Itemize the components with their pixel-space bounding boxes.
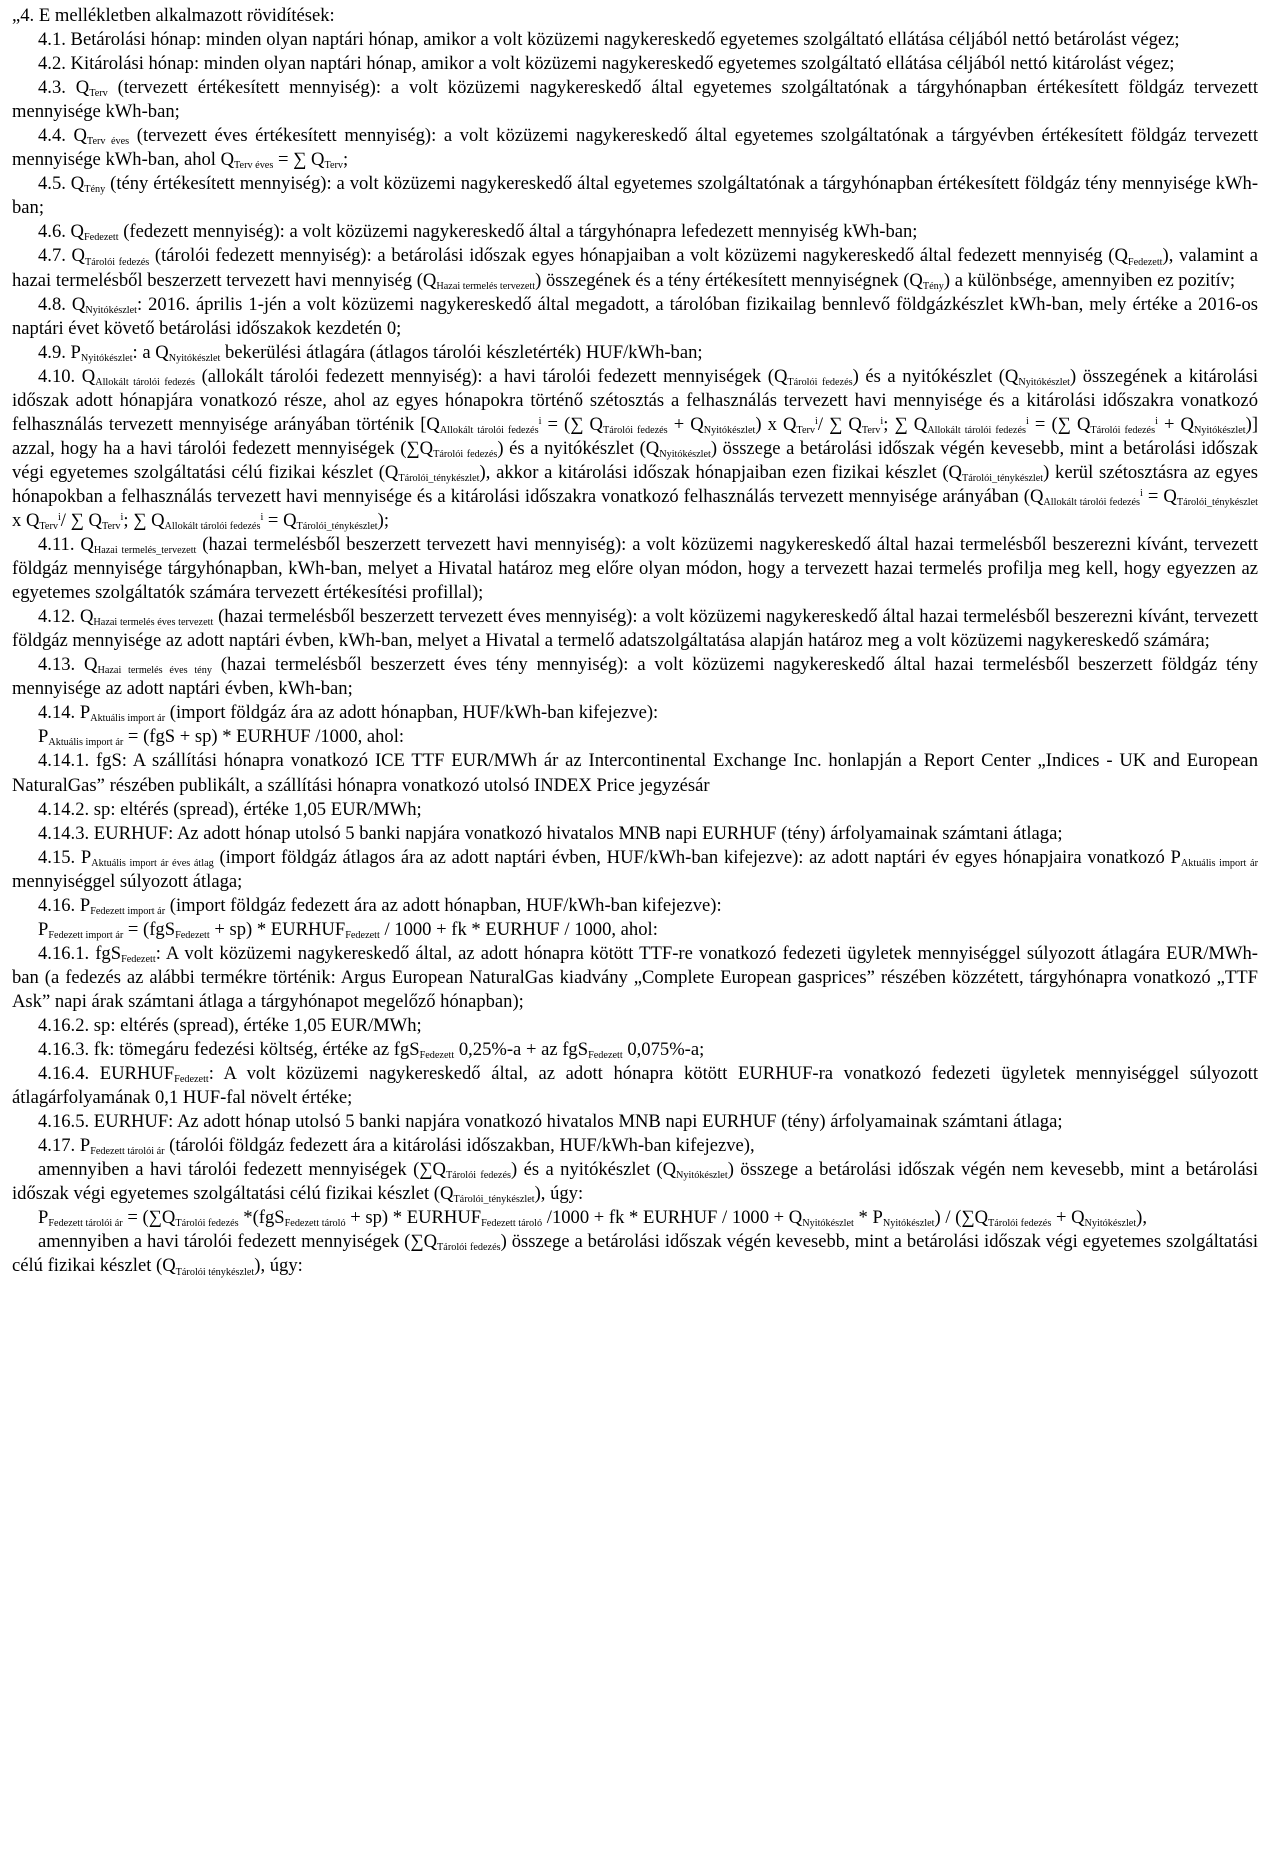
paragraph-4-8: 4.8. $Q_{Nyitókészlet}$: 2016. április 1-jén a volt közüzemi nagykereskedő által megadott, a tárolóban fizikailag bennlevő földgázkészlet kWh-ban, mely értéke a 2016-os naptári évet követő betárolási időszakok kezdetén 0; [12,293,1258,339]
paragraph-4-15: 4.15. $P_{Aktuális import ár éves átlag}$ (import földgáz átlagos ára az adott naptári évben, HUF/kWh-ban kifejezve): az adott naptári év egyes hónapjaira vonatkozó $P_{Aktuális import ár}$ mennyiséggel súlyozott átlaga; [12,846,1258,892]
paragraph-4-12: 4.12. $Q_{Hazai termelés éves tervezett}$ (hazai termelésből beszerzett tervezett éves mennyiség): a volt közüzemi nagykereskedő által hazai termelésből beszerezni kívánt, tervezett földgáz mennyisége az adott naptári évben, kWh-ban, melyet a Hivatal a termelő adatszolgáltatása alapján határoz meg a volt közüzemi nagykereskedő számára; [12,606,1259,652]
formula-fedezett-import-ar: $P_{Fedezett import ár} = (fgS_{Fedezett} + sp)$ * $EURHUF_{Fedezett} / 1000$ + fk * EURHUF / 1000, ahol: [38,918,658,941]
section-heading: „4. E mellékletben alkalmazott rövidítések: [12,5,335,26]
paragraph-4-16-3: 4.16.3. fk: tömegáru fedezési költség, értéke az fgS$_{Fedezett}$ 0,25%-a + az fgS$_{Fedezett}$ 0,075%-a; [38,1039,705,1062]
paragraph-4-3: 4.3. $Q_{Terv}$ (tervezett értékesített mennyiség): a volt közüzemi nagykereskedő által egyetemes szolgáltatónak a tárgyhónapban értékesített földgáz tervezett mennyisége kWh-ban; [12,77,1258,123]
formula-aktualis-import-ar: $P_{Aktuális import ár} = (fgS + sp)$ * EURHUF /1000, ahol: [38,726,405,749]
paragraph-4-14-1: 4.14.1. fgS: A szállítási hónapra vonatkozó ICE TTF EUR/MWh ár az Intercontinental Exchange Inc. honlapján a Report Center „Indices - UK and European NaturalGas” részében publikált, a szállítási hónapra vonatkozó utolsó INDEX Price jegyzésár [12,750,1258,796]
paragraph-4-9: 4.9. $P_{Nyitókészlet}$: a $Q_{Nyitókészlet}$ bekerülési átlagára (átlagos tárolói készletérték) HUF/kWh-ban; [38,341,703,364]
paragraph-4-17: 4.17. $P_{Fedezett tárolói ár}$ (tárolói földgáz fedezett ára a kitárolási időszakban, HUF/kWh-ban kifejezve), [38,1135,755,1158]
paragraph-4-14-2: 4.14.2. sp: eltérés (spread), értéke 1,05 EUR/MWh; [38,798,422,820]
paragraph-4-10: 4.10. $Q_{Allokált tárolói fedezés}$ (allokált tárolói fedezett mennyiség): a havi tárolói fedezett mennyiségek $(Q_{Tárolói fedezés})$ és a nyitókészlet $(Q_{Nyitókészlet})$ összegének a kitárolási időszak adott hónapjára vonatkozó része, ahol az egyes hónapokra történő szétosztás a felhasználás tervezett havi mennyisége és a kitárolási időszakra vonatkozó felhasználás tervezett mennyisége arányában történik [$Q_{Allokált tárolói fedezés}^i$ = (∑ $Q_{Tárolói fedezés} + Q_{Nyitókészlet}$) x $Q_{Terv}^i/$ ∑ $Q_{Terv}^i$; ∑ $Q_{Allokált tárolói fedezés}^i$ = (∑ $Q_{Tárolói fedezés}^i + Q_{Nyitókészlet}$)] azzal, hogy ha a havi tárolói fedezett mennyiségek $(\sum Q_{Tárolói fedezés})$ és a nyitókészlet $(Q_{Nyitókészlet})$ összege a betárolási időszak végén kevesebb, mint a betárolási időszak végi egyetemes szolgáltatási célú fizikai készlet $(Q_{Tárolói\_ténykészlet})$, akkor a kitárolási időszak hónapjaiban ezen fizikai készlet $(Q_{Tárolói\_ténykészlet})$ kerül szétosztásra az egyes hónapokban a felhasználás tervezett havi mennyisége és a kitárolási időszakra vonatkozó felhasználás tervezett mennyisége arányában ($Q_{Allokált tárolói fedezés}^i = Q_{Tárolói\_ténykészlet}$ x $Q_{Terv}^i/$ ∑ $Q_{Terv}^i$; ∑ $Q_{Allokált tárolói fedezés}^i = Q_{Tárolói\_ténykészlet}$); [12,365,1259,533]
paragraph-4-13: 4.13. $Q_{Hazai termelés éves tény}$ (hazai termelésből beszerzett éves tény mennyiség): a volt közüzemi nagykereskedő által hazai termelésből beszerzett földgáz tény mennyisége az adott naptári évben, kWh-ban; [12,654,1259,700]
paragraph-4-17-case-2: amennyiben a havi tárolói fedezett mennyiségek $(\sum Q_{Tárolói fedezés})$ összege a betárolási időszak végén kevesebb, mint a betárolási időszak végi egyetemes szolgáltatási célú fizikai készlet $(Q_{Tárolói ténykészlet})$, úgy: [12,1231,1258,1278]
paragraph-4-16-2: 4.16.2. sp: eltérés (spread), értéke 1,05 EUR/MWh; [38,1014,422,1036]
formula-fedezett-tarolói-ar: $P_{Fedezett tárolói ár} = (\sum Q_{Tárolói fedezés}$ $*(fgS_{Fedezett tároló} + sp) * EURHUF_{Fedezett tároló}$ /1000 + fk * EURHUF / $1000 + Q_{Nyitókészlet} * P_{Nyitókészlet}) / (\sum Q_{Tárolói fedezés} + Q_{Nyitókészlet})$, [38,1207,1148,1230]
paragraph-4-1: 4.1. Betárolási hónap: minden olyan naptári hónap, amikor a volt közüzemi nagykereskedő egyetemes szolgáltató ellátása céljából nettó betárolást végez; [38,29,1180,51]
paragraph-4-16-4: 4.16.4. $EURHUF_{Fedezett}$: A volt közüzemi nagykereskedő által, az adott hónapra kötött EURHUF-ra vonatkozó fedezeti ügyletek mennyiséggel súlyozott átlagárfolyamának 0,1 HUF-fal növelt értéke; [12,1063,1258,1109]
paragraph-4-2: 4.2. Kitárolási hónap: minden olyan naptári hónap, amikor a volt közüzemi nagykereskedő egyetemes szolgáltató ellátása céljából nettó kitárolást végez; [38,53,1175,75]
paragraph-4-7: 4.7. $Q_{Tárolói fedezés}$ (tárolói fedezett mennyiség): a betárolási időszak egyes hónapjaiban a volt közüzemi nagykereskedő által fedezett mennyiség $(Q_{Fedezett})$, valamint a hazai termelésből beszerzett tervezett havi mennyiség $(Q_{Hazai termelés tervezett})$ összegének és a tény értékesített mennyiségnek $(Q_{Tény})$ a különbsége, amennyiben ez pozitív; [12,245,1258,292]
paragraph-4-16-1: 4.16.1. fgS$_{Fedezett}$: A volt közüzemi nagykereskedő által, az adott hónapra kötött TTF-re vonatkozó fedezeti ügyletek mennyiséggel súlyozott átlagára EUR/MWh-ban (a fedezés az alábbi termékre történik: Argus European NaturalGas kiadvány „Complete European gasprices” részében közzétett, tárgyhónapra vonatkozó „TTF Ask” napi árak számtani átlaga a tárgyhónapot megelőző hónapban); [12,942,1258,1012]
paragraph-4-16-5: 4.16.5. EURHUF: Az adott hónap utolsó 5 banki napjára vonatkozó hivatalos MNB napi EURHUF (tény) árfolyamainak számtani átlaga; [38,1111,1063,1133]
paragraph-4-16: 4.16. $P_{Fedezett import ár}$ (import földgáz fedezett ára az adott hónapban, HUF/kWh-ban kifejezve): [38,894,722,917]
paragraph-4-5: 4.5. $Q_{Tény}$ (tény értékesített mennyiség): a volt közüzemi nagykereskedő által egyetemes szolgáltatónak a tárgyhónapban értékesített földgáz tény mennyisége kWh-ban; [12,173,1259,219]
paragraph-4-4: 4.4. $Q_{Terv éves}$ (tervezett éves értékesített mennyiség): a volt közüzemi nagykereskedő által egyetemes szolgáltatónak a tárgyévben értékesített földgáz tervezett mennyisége kWh-ban, ahol $Q_{Terv éves}$ = ∑ $Q_{Terv}$; [12,125,1258,172]
paragraph-4-14-3: 4.14.3. EURHUF: Az adott hónap utolsó 5 banki napjára vonatkozó hivatalos MNB napi EURHUF (tény) árfolyamainak számtani átlaga; [38,822,1063,844]
paragraph-4-17-case-1: amennyiben a havi tárolói fedezett mennyiségek $(\sum Q_{Tárolói fedezés})$ és a nyitókészlet $(Q_{Nyitókészlet})$ összege a betárolási időszak végén nem kevesebb, mint a betárolási időszak végi egyetemes szolgáltatási célú fizikai készlet $(Q_{Tárolói\_ténykészlet})$, úgy: [12,1159,1258,1206]
paragraph-4-6: 4.6. $Q_{Fedezett}$ (fedezett mennyiség): a volt közüzemi nagykereskedő által a tárgyhónapra lefedezett mennyiség kWh-ban; [38,221,918,244]
paragraph-4-14: 4.14. $P_{Aktuális import ár}$ (import földgáz ára az adott hónapban, HUF/kWh-ban kifejezve): [38,702,659,725]
paragraph-4-11: 4.11. $Q_{Hazai termelés\_tervezett}$ (hazai termelésből beszerzett tervezett havi mennyiség): a volt közüzemi nagykereskedő által hazai termelésből beszerezni kívánt, tervezett földgáz mennyisége tárgyhónapban, kWh-ban, melyet a Hivatal határoz meg előre olyan módon, hogy a tervezett hazai termelés profilja meg kell, hogy egyezzen az egyetemes szolgáltatók számára tervezett értékesítési profillal); [12,534,1258,604]
